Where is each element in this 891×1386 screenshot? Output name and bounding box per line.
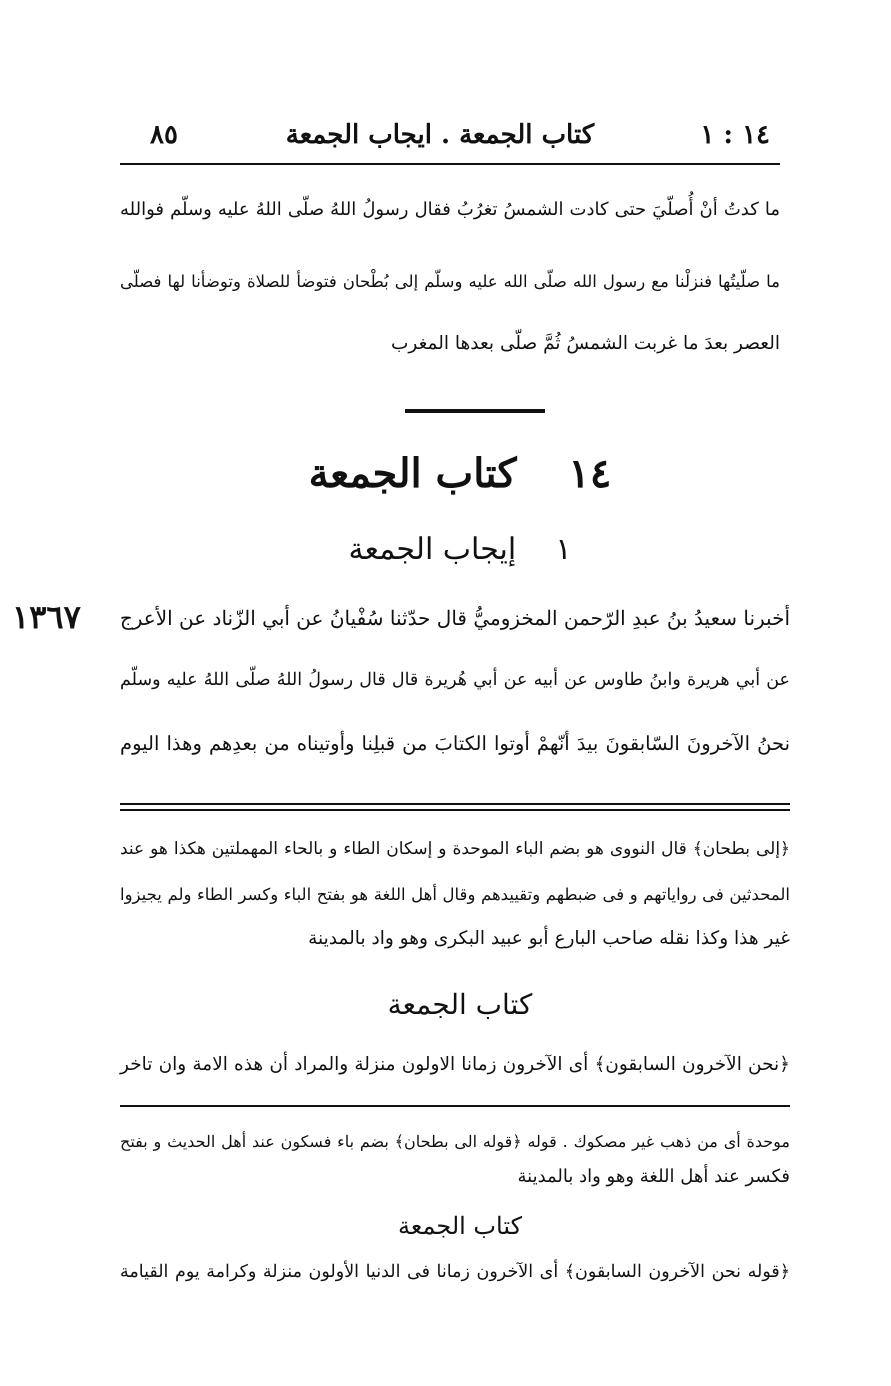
commentary-1-line-3: غير هذا وكذا نقله صاحب البارع أبو عبيد البكرى وهو واد بالمدينة	[308, 928, 790, 949]
section-separator	[405, 409, 545, 413]
commentary-1-line-2: المحدثين فى رواياتهم و فى ضبطهم وتقييدهم وقال أهل اللغة هو بفتح الباء وكسر الطاء ولم يجيزوا	[120, 885, 790, 904]
chapter-heading	[320, 532, 600, 567]
chapter-heading-title: إيجاب الجمعة	[348, 532, 517, 567]
top-text-line-2: ما صلّيتُها فنزلْنا مع رسول الله صلّى الله عليه وسلّم إلى بُطْحان فتوضأ للصلاة وتوضأنا لها فصلّى	[120, 272, 780, 291]
hadith-number: ١٣٦٧	[12, 598, 81, 636]
running-title: كتاب الجمعة . ايجاب الجمعة	[285, 120, 595, 150]
commentary-2b-line: ﴿قوله نحن الآخرون السابقون﴾ أى الآخرون زمانا فى الدنيا الأولون منزلة وكرامة يوم القيامة	[120, 1262, 790, 1282]
commentary-double-rule-top	[120, 803, 790, 805]
commentary-1-line-1: ﴿إلى بطحان﴾ قال النووى هو بضم الباء الموحدة و إسكان الطاء و بالحاء المهملتين هكذا هو عند	[120, 839, 790, 859]
commentary-1b-line: ﴿نحن الآخرون السابقون﴾ أى الآخرون زمانا الاولون منزلة والمراد أن هذه الامة وان تاخر	[120, 1054, 790, 1075]
commentary-double-rule-bottom	[120, 809, 790, 811]
commentary-2-line-1: موحدة أى من ذهب غير مصكوك . قوله ﴿قوله الى بطحان﴾ بضم باء فسكون عند أهل الحديث و بفتح	[120, 1132, 791, 1151]
header-rule	[120, 163, 780, 165]
chapter-heading-number: ١	[555, 532, 572, 567]
footnote-rule	[120, 1105, 790, 1107]
commentary-2-line-2: فكسر عند أهل اللغة وهو واد بالمدينة	[517, 1166, 790, 1187]
book-heading-number: ١٤	[568, 450, 612, 497]
top-text-line-3: العصر بعدَ ما غربت الشمسُ ثُمَّ صلّى بعدها المغرب	[391, 333, 780, 354]
commentary-2-heading: كتاب الجمعة	[398, 1212, 522, 1240]
top-text-line-1: ما كدتُ أنْ أُصلّيَ حتى كادت الشمسُ تغرُبُ فقال رسولُ اللهُ صلّى اللهُ عليه وسلّم فوالله	[120, 199, 780, 220]
hadith-line-2: عن أبي هريرة وابنُ طاوس عن أبيه عن أبي هُريرة قال قال رسولُ اللهُ صلّى اللهُ عليه وسلّم	[120, 670, 790, 690]
book-heading-title: كتاب الجمعة	[308, 450, 517, 497]
hadith-line-1: أخبرنا سعيدُ بنُ عبدِ الرّحمن المخزوميُّ قال حدّثنا سُفْيانُ عن أبي الزّناد عن الأعرج	[119, 606, 790, 630]
section-reference: ١٤ : ١	[700, 120, 770, 150]
commentary-1-heading: كتاب الجمعة	[387, 988, 533, 1021]
page-number: ٨٥	[150, 120, 178, 150]
hadith-line-3: نحنُ الآخرونَ السّابقونَ بيدَ أنّهمْ أوتوا الكتابَ من قبلِنا وأوتيناه من بعدِهم وهذا اليوم	[120, 732, 790, 755]
book-heading	[270, 450, 650, 497]
